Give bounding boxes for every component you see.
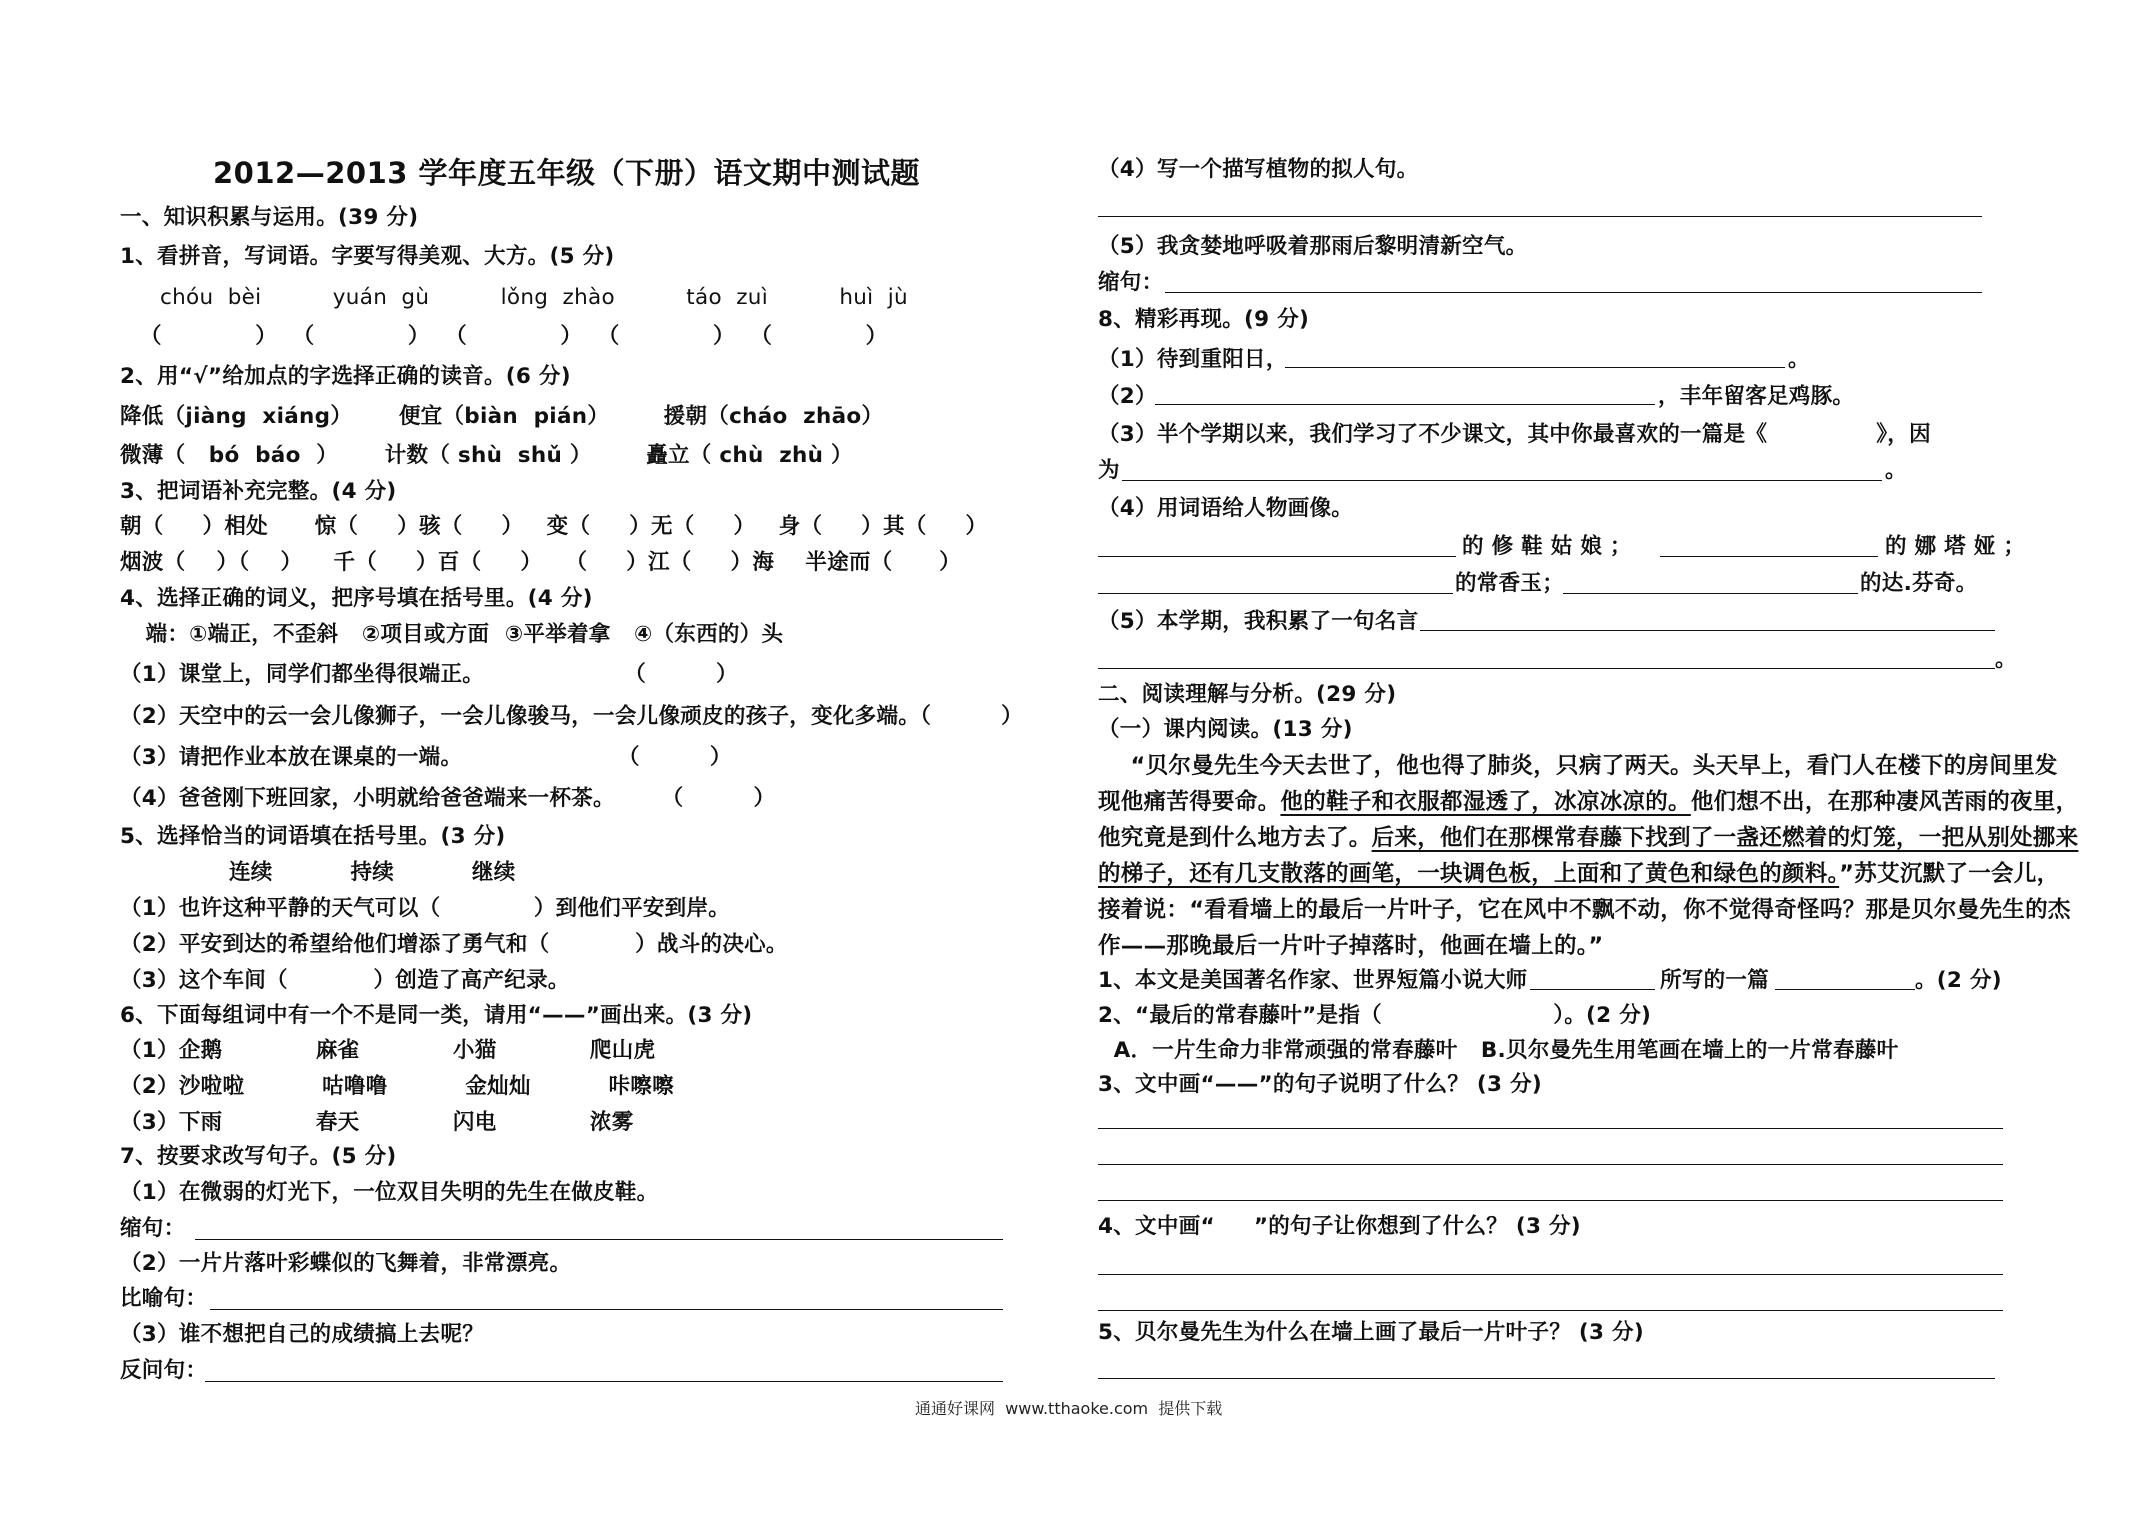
q7-item-4: （4）写一个描写植物的拟人句。 — [1098, 157, 1419, 182]
question-4: 4、选择正确的词义，把序号填在括号里。(4 分) — [120, 586, 593, 611]
q4-item-4: （4）爸爸刚下班回家，小明就给爸爸端来一杯茶。 （ ） — [120, 786, 776, 811]
q7-3-answer-line[interactable] — [205, 1381, 1003, 1382]
footer-source: 通通好课网 www.tthaoke.com 提供下载 — [915, 1399, 1223, 1418]
q7-item-3: （3）谁不想把自己的成绩搞上去呢？ — [120, 1322, 485, 1347]
q7-item-1: （1）在微弱的灯光下，一位双目失明的先生在做皮鞋。 — [120, 1180, 659, 1205]
passage-line-4: 的梯子，还有几支散落的画笔，一块调色板，上面和了黄色和绿色的颜料。”苏艾沉默了一会儿， — [1098, 861, 2060, 887]
q8-item-3: （3）半个学期以来，我们学习了不少课文，其中你最喜欢的一篇是《 》，因 — [1098, 422, 1931, 447]
question-6: 6、下面每组词中有一个不是同一类，请用“——”画出来。(3 分) — [120, 1003, 753, 1028]
q8-item-5-end: 。 — [1995, 647, 2017, 672]
q8-2-answer-line[interactable] — [1155, 404, 1655, 405]
q1-answer-brackets: （ ） （ ） （ ） （ ） （ ） — [140, 324, 888, 349]
q8-item-1-end: 。 — [1788, 347, 1810, 372]
reading-q2: 2、“最后的常春藤叶”是指（ ）。(2 分) — [1098, 1003, 1652, 1028]
q2-row-2: 微薄（ bó báo ） 计数（ shù shǔ ） 矗立（ chù zhù ） — [120, 443, 853, 468]
question-5: 5、选择恰当的词语填在括号里。(3 分) — [120, 824, 506, 849]
passage-line-5: 接着说：“看看墙上的最后一片叶子，它在风中不飘不动，你不觉得奇怪吗？那是贝尔曼先生的杰 — [1098, 897, 2071, 923]
q7-item-3-label: 反问句： — [120, 1358, 208, 1383]
reading-q4-line-2[interactable] — [1098, 1310, 2003, 1311]
q8-item-4: （4）用词语给人物画像。 — [1098, 496, 1354, 521]
reading-q1-blank-2[interactable] — [1775, 989, 1915, 990]
q8-5-answer-line-2[interactable] — [1098, 668, 1995, 669]
question-1: 1、看拼音，写词语。字要写得美观、大方。(5 分) — [120, 244, 615, 269]
q6-group-2: （2）沙啦啦 咕噜噜 金灿灿 咔嚓嚓 — [120, 1074, 675, 1099]
passage-line-2: 现他痛苦得要命。他的鞋子和衣服都湿透了，冰凉冰凉的。他们想不出，在那种凄风苦雨的夜里， — [1098, 789, 2079, 815]
q7-item-5-label: 缩句： — [1098, 270, 1164, 295]
q8-4a-answer-line[interactable] — [1098, 556, 1456, 557]
question-7: 7、按要求改写句子。(5 分) — [120, 1144, 397, 1169]
q6-group-3: （3）下雨 春天 闪电 浓雾 — [120, 1110, 634, 1135]
page-title: 2012—2013 学年度五年级（下册）语文期中测试题 — [213, 156, 921, 190]
reading-q5-line-1[interactable] — [1098, 1378, 1995, 1379]
q8-4d-answer-line[interactable] — [1563, 593, 1858, 594]
reading-q4: 4、文中画“ ”的句子让你想到了什么？ (3 分) — [1098, 1214, 1581, 1239]
question-8: 8、精彩再现。(9 分) — [1098, 307, 1310, 332]
q5-item-2: （2）平安到达的希望给他们增添了勇气和（ ）战斗的决心。 — [120, 932, 788, 957]
q8-1-answer-line[interactable] — [1285, 367, 1785, 368]
question-3: 3、把词语补充完整。(4 分) — [120, 479, 397, 504]
q8-item-2-end: ，丰年留客足鸡豚。 — [1658, 384, 1855, 409]
reading-q3-line-2[interactable] — [1098, 1164, 2003, 1165]
q2-row-1: 降低（jiàng xiáng） 便宜（biàn pián） 援朝（cháo zhāo） — [120, 404, 884, 429]
q7-5-answer-line[interactable] — [1165, 292, 1982, 293]
reading-q4-line-1[interactable] — [1098, 1274, 2003, 1275]
q8-4-label-a: 的 修 鞋 姑 娘 ； — [1462, 534, 1632, 559]
q5-item-1: （1）也许这种平静的天气可以（ ）到他们平安到岸。 — [120, 896, 731, 921]
q8-item-1: （1）待到重阳日， — [1098, 347, 1288, 372]
reading-q2-options: A．一片生命力非常顽强的常春藤叶 B.贝尔曼先生用笔画在墙上的一片常春藤叶 — [1098, 1038, 1899, 1063]
q4-item-2: （2）天空中的云一会儿像狮子，一会儿像骏马，一会儿像顽皮的孩子，变化多端。（ ） — [120, 704, 1023, 729]
q8-item-3-end: 。 — [1885, 458, 1907, 483]
q8-5-answer-line-1[interactable] — [1420, 630, 1995, 631]
q8-4c-answer-line[interactable] — [1098, 593, 1453, 594]
reading-q3: 3、文中画“——”的句子说明了什么？ (3 分) — [1098, 1072, 1543, 1097]
passage-line-1: “贝尔曼先生今天去世了，他也得了肺炎，只病了两天。头天早上，看门人在楼下的房间里发 — [1098, 753, 2058, 779]
q8-4b-answer-line[interactable] — [1660, 556, 1878, 557]
reading-q1-blank-1[interactable] — [1530, 989, 1655, 990]
q3-row-2: 烟波（ ）（ ） 千（ ）百（ ） （ ）江（ ）海 半途而（ ） — [120, 550, 961, 575]
q7-4-answer-line[interactable] — [1098, 216, 1982, 217]
reading-q3-line-1[interactable] — [1098, 1128, 2003, 1129]
subsection-1-heading: （一）课内阅读。(13 分) — [1098, 717, 1353, 742]
q8-4-label-c: 的常香玉； — [1455, 571, 1565, 596]
reading-q5: 5、贝尔曼先生为什么在墙上画了最后一片叶子？ (3 分) — [1098, 1320, 1644, 1345]
q8-item-5: （5）本学期，我积累了一句名言 — [1098, 609, 1419, 634]
q4-item-1: （1）课堂上，同学们都坐得很端正。 （ ） — [120, 662, 738, 687]
q7-2-answer-line[interactable] — [210, 1309, 1003, 1310]
reading-q1-part-c: 。(2 分) — [1915, 968, 2002, 993]
passage-line-6: 作——那晚最后一片叶子掉落时，他画在墙上的。” — [1098, 933, 1604, 959]
question-2: 2、用“√”给加点的字选择正确的读音。(6 分) — [120, 364, 571, 389]
q7-item-2-label: 比喻句： — [120, 1286, 208, 1311]
q8-4-label-d: 的达.芬奇。 — [1860, 571, 1978, 596]
q8-4-label-b: 的 娜 塔 娅 ； — [1885, 534, 2026, 559]
q8-item-2: （2） — [1098, 384, 1157, 409]
q5-word-choices: 连续 持续 继续 — [120, 860, 516, 885]
q3-row-1: 朝（ ）相处 惊（ ）骇（ ） 变（ ）无（ ） 身（ ）其（ ） — [120, 514, 988, 539]
q1-pinyin: chóu bèi yuán gù lǒng zhào táo zuì huì jù — [160, 285, 908, 310]
passage-line-3: 他究竟是到什么地方去了。后来，他们在那棵常春藤下找到了一盏还燃着的灯笼，一把从别处挪来 — [1098, 825, 2079, 851]
reading-q3-line-3[interactable] — [1098, 1200, 2003, 1201]
q4-item-3: （3）请把作业本放在课桌的一端。 （ ） — [120, 745, 732, 770]
q4-definitions: 端：①端正，不歪斜 ②项目或方面 ③平举着拿 ④（东西的）头 — [130, 622, 784, 647]
section-2-heading: 二、阅读理解与分析。(29 分) — [1098, 682, 1397, 707]
q7-1-answer-line[interactable] — [195, 1239, 1003, 1240]
q7-item-1-label: 缩句： — [120, 1216, 186, 1241]
q8-item-3-cont: 为 — [1098, 458, 1120, 483]
q7-item-2: （2）一片片落叶彩蝶似的飞舞着，非常漂亮。 — [120, 1251, 572, 1276]
q8-3-answer-line[interactable] — [1122, 480, 1882, 481]
q6-group-1: （1）企鹅 麻雀 小猫 爬山虎 — [120, 1038, 656, 1063]
q7-item-5: （5）我贪婪地呼吸着那雨后黎明清新空气。 — [1098, 234, 1528, 259]
q5-item-3: （3）这个车间（ ）创造了高产纪录。 — [120, 968, 570, 993]
reading-q1-part-b: 所写的一篇 — [1660, 968, 1770, 993]
reading-q1-part-a: 1、本文是美国著名作家、世界短篇小说大师 — [1098, 968, 1528, 993]
section-1-heading: 一、知识积累与运用。(39 分) — [120, 205, 419, 230]
